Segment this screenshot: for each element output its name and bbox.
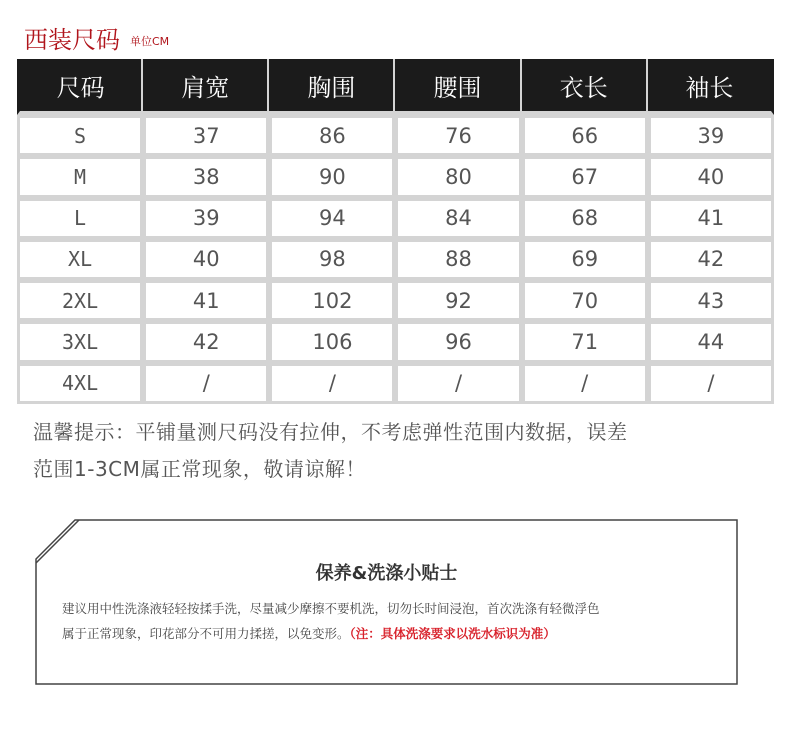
table-cell: 90 — [269, 156, 395, 197]
size-table-frame — [17, 59, 774, 404]
column-header: 袖长 — [648, 59, 774, 115]
care-title: 保养&洗涤小贴士 — [315, 563, 458, 584]
table-cell: 3XL — [17, 321, 143, 362]
table-cell: 71 — [522, 321, 648, 362]
table-cell: 86 — [269, 115, 395, 156]
table-row — [17, 321, 774, 362]
column-header: 胸围 — [269, 59, 395, 115]
table-cell: L — [17, 198, 143, 239]
column-header: 尺码 — [17, 59, 143, 115]
table-cell: 42 — [143, 321, 269, 362]
table-header-row — [17, 59, 774, 115]
table-cell: 69 — [522, 239, 648, 280]
table-cell: 88 — [395, 239, 521, 280]
table-row — [17, 280, 774, 321]
table-cell: / — [648, 363, 774, 404]
table-cell: 40 — [648, 156, 774, 197]
table-cell: 39 — [648, 115, 774, 156]
table-cell: 70 — [522, 280, 648, 321]
care-line-text: 属于正常现象，印花部分不可用力揉搓，以免变形。 — [62, 626, 350, 641]
table-cell: 84 — [395, 198, 521, 239]
column-header: 肩宽 — [143, 59, 269, 115]
table-cell: 42 — [648, 239, 774, 280]
column-header: 腰围 — [395, 59, 521, 115]
table-cell: 41 — [143, 280, 269, 321]
care-line — [62, 621, 722, 646]
size-table — [17, 59, 774, 404]
notice-line: 范围1-3CM属正常现象，敬请谅解！ — [33, 457, 366, 481]
table-cell: 68 — [522, 198, 648, 239]
notice-line: 温馨提示：平铺量测尺码没有拉伸，不考虑弹性范围内数据，误差 — [33, 420, 628, 444]
table-cell: 40 — [143, 239, 269, 280]
table-cell: 4XL — [17, 363, 143, 404]
table-cell: / — [395, 363, 521, 404]
table-cell: 98 — [269, 239, 395, 280]
table-cell: 37 — [143, 115, 269, 156]
table-cell: / — [143, 363, 269, 404]
table-cell: S — [17, 115, 143, 156]
table-cell: 92 — [395, 280, 521, 321]
care-tips-card — [35, 519, 738, 685]
table-cell: 106 — [269, 321, 395, 362]
table-cell: 66 — [522, 115, 648, 156]
table-cell: 102 — [269, 280, 395, 321]
table-row — [17, 115, 774, 156]
table-cell: 76 — [395, 115, 521, 156]
table-row — [17, 156, 774, 197]
unit-label: 单位CM — [130, 35, 170, 48]
table-cell: M — [17, 156, 143, 197]
table-cell: 94 — [269, 198, 395, 239]
table-cell: / — [269, 363, 395, 404]
table-cell: 43 — [648, 280, 774, 321]
page-title: 西装尺码 — [24, 26, 120, 54]
table-cell: 39 — [143, 198, 269, 239]
care-line: 建议用中性洗涤液轻轻按揉手洗，尽量减少摩擦不要机洗，切勿长时间浸泡，首次洗涤有轻微浮色 — [62, 601, 600, 616]
header — [24, 24, 169, 54]
column-header: 衣长 — [522, 59, 648, 115]
table-cell: 80 — [395, 156, 521, 197]
table-row — [17, 363, 774, 404]
care-text — [62, 596, 722, 646]
table-cell: / — [522, 363, 648, 404]
table-cell: 96 — [395, 321, 521, 362]
table-cell: 41 — [648, 198, 774, 239]
table-cell: 2XL — [17, 280, 143, 321]
table-cell: 38 — [143, 156, 269, 197]
table-row — [17, 239, 774, 280]
table-cell: 67 — [522, 156, 648, 197]
care-note: （注：具体洗涤要求以洗水标识为准） — [349, 626, 556, 641]
table-cell: 44 — [648, 321, 774, 362]
table-cell: XL — [17, 239, 143, 280]
measurement-notice — [33, 414, 768, 488]
table-row — [17, 198, 774, 239]
